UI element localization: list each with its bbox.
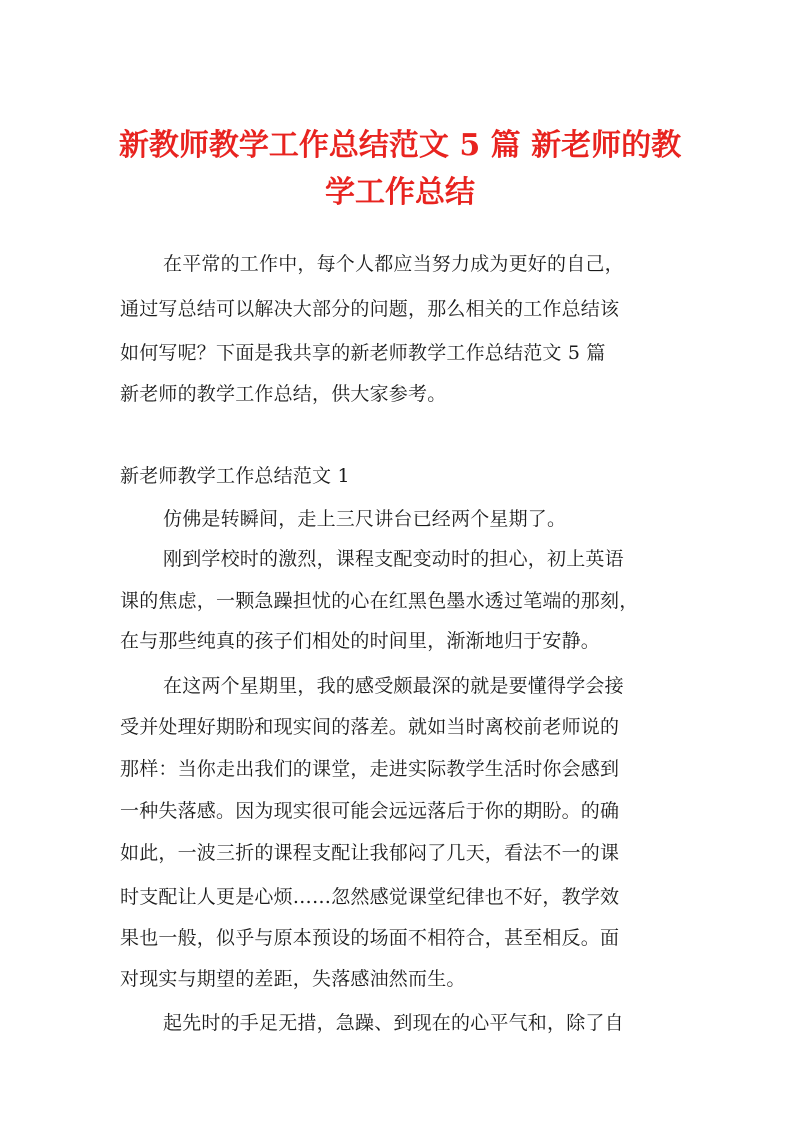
- paragraph-4-line-1: 起先时的手足无措，急躁、到现在的心平气和，除了自: [163, 1012, 624, 1034]
- section-heading: 新老师教学工作总结范文 1: [120, 465, 350, 487]
- paragraph-3-line-1: 在这两个星期里，我的感受颇最深的就是要懂得学会接: [163, 675, 624, 697]
- paragraph-3-line-2: 受并处理好期盼和现实间的落差。就如当时离校前老师说的: [120, 716, 620, 738]
- document-title-line-1: 新教师教学工作总结范文 5 篇 新老师的教: [118, 128, 682, 163]
- intro-paragraph-line-3: 如何写呢？下面是我共享的新老师教学工作总结范文 5 篇: [120, 342, 606, 364]
- paragraph-3-line-6: 时支配让人更是心烦……忽然感觉课堂纪律也不好，教学效: [120, 886, 620, 908]
- paragraph-3-line-3: 那样：当你走出我们的课堂，走进实际教学生活时你会感到: [120, 758, 620, 780]
- paragraph-2-line-2: 课的焦虑，一颗急躁担忧的心在红黑色墨水透过笔端的那刻，: [120, 590, 639, 612]
- document-title-line-2: 学工作总结: [325, 175, 475, 210]
- intro-paragraph-line-2: 通过写总结可以解决大部分的问题，那么相关的工作总结该: [120, 298, 620, 320]
- paragraph-2-line-1: 刚到学校时的激烈，课程支配变动时的担心，初上英语: [163, 548, 624, 570]
- paragraph-1-line-1: 仿佛是转瞬间，走上三尺讲台已经两个星期了。: [163, 508, 567, 530]
- paragraph-2-line-3: 在与那些纯真的孩子们相处的时间里，渐渐地归于安静。: [120, 630, 601, 652]
- paragraph-3-line-5: 如此，一波三折的课程支配让我郁闷了几天，看法不一的课: [120, 842, 620, 864]
- paragraph-3-line-8: 对现实与期望的差距，失落感油然而生。: [120, 968, 466, 990]
- intro-paragraph-line-4: 新老师的教学工作总结，供大家参考。: [120, 383, 447, 405]
- paragraph-3-line-4: 一种失落感。因为现实很可能会远远落后于你的期盼。的确: [120, 800, 620, 822]
- intro-paragraph-line-1: 在平常的工作中，每个人都应当努力成为更好的自己，: [163, 253, 624, 275]
- paragraph-3-line-7: 果也一般，似乎与原本预设的场面不相符合，甚至相反。面: [120, 927, 620, 949]
